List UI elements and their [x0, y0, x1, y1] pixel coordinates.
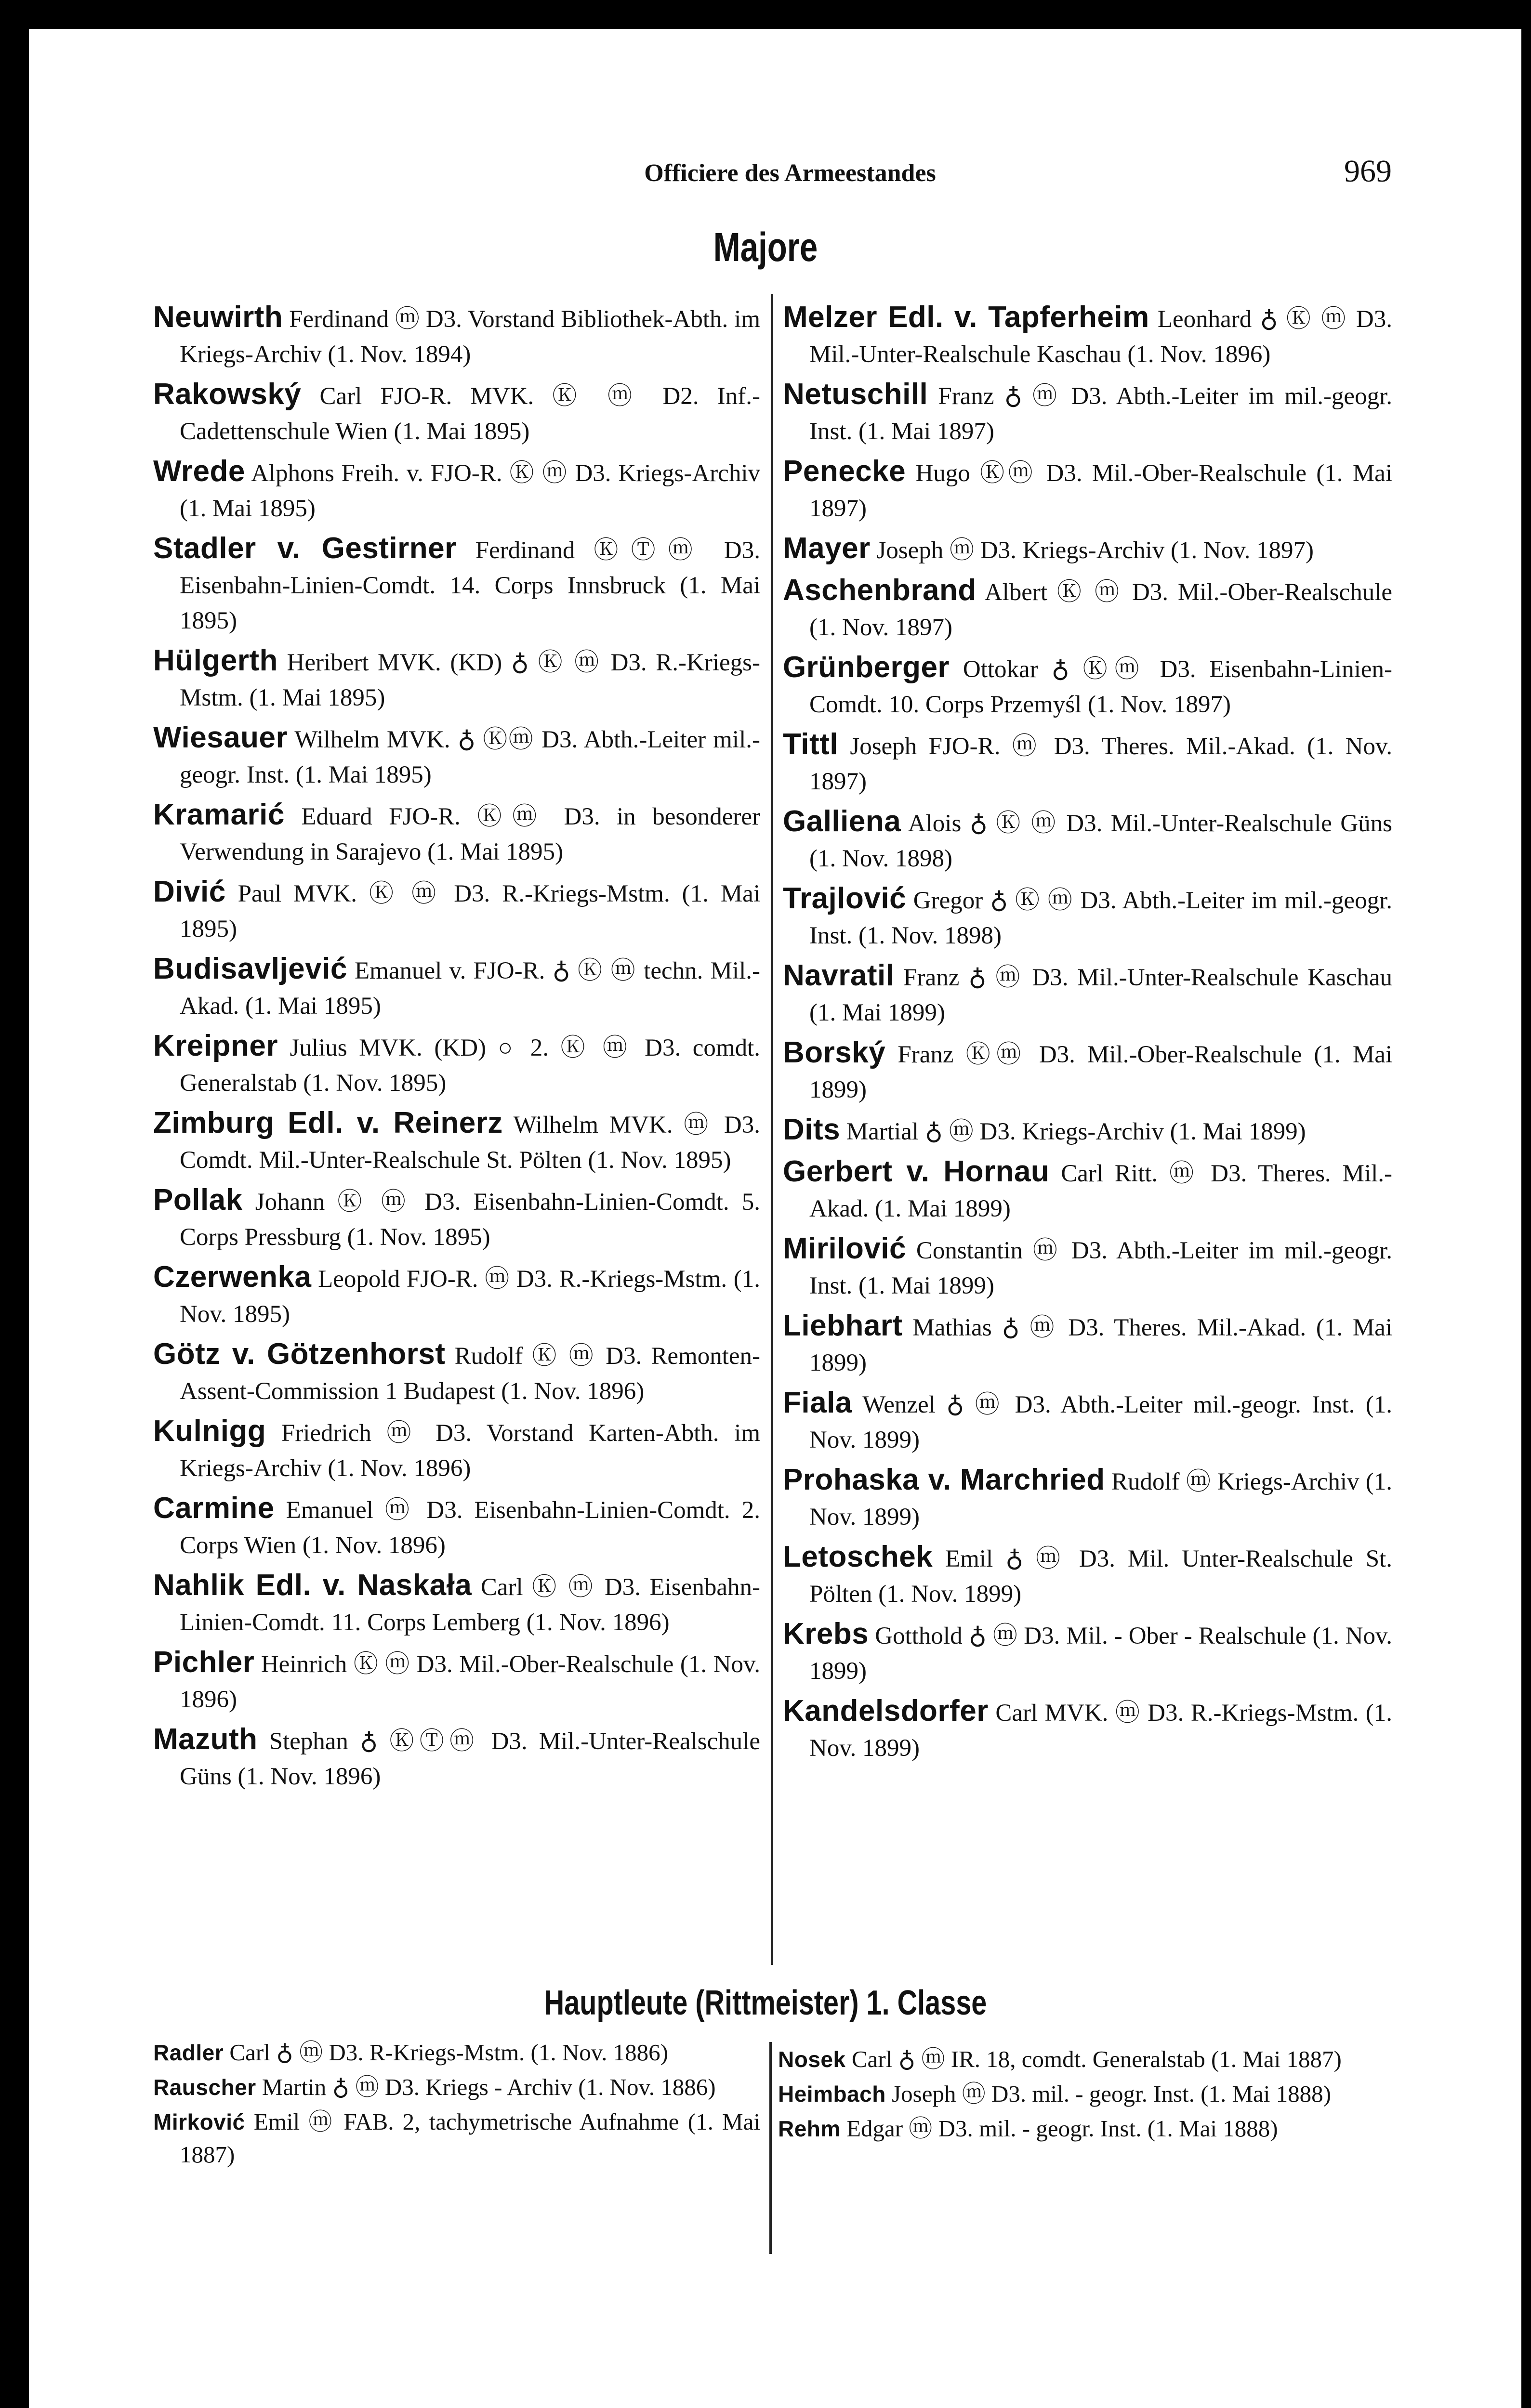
- officer-details: Gregor ♁ Ⓚ ⓜ D3. Abth.-Leiter im mil.-geogr. Inst. (1. Nov. 1898): [809, 887, 1392, 949]
- officer-name: Stadler v. Gestirner: [153, 532, 457, 565]
- roster-entry: [778, 2043, 1392, 2076]
- officer-details: Wilhelm MVK. ♁ Ⓚⓜ D3. Abth.-Leiter mil.-geogr. Inst. (1. Mai 1895): [180, 726, 760, 788]
- officer-name: Kulnigg: [153, 1414, 266, 1448]
- roster-entry: [153, 720, 760, 793]
- officer-name: Borský: [783, 1036, 886, 1069]
- officer-details: Paul MVK. Ⓚ ⓜ D3. R.-Kriegs-Mstm. (1. Mai 1895): [180, 880, 760, 942]
- officer-details: Alois ♁ Ⓚ ⓜ D3. Mil.-Unter-Realschule Güns (1. Nov. 1898): [809, 810, 1392, 872]
- officer-details: Carl ♁ ⓜ D3. R-Kriegs-Mstm. (1. Nov. 1886): [224, 2039, 668, 2066]
- officer-name: Pollak: [153, 1183, 243, 1217]
- officer-details: Joseph ⓜ D3. mil. - geogr. Inst. (1. Mai 1888): [885, 2081, 1331, 2107]
- officer-details: Alphons Freih. v. FJO-R. Ⓚ ⓜ D3. Kriegs-Archiv (1. Mai 1895): [180, 460, 760, 522]
- officer-details: Friedrich ⓜ D3. Vorstand Karten-Abth. im Kriegs-Archiv (1. Nov. 1896): [180, 1420, 760, 1482]
- officer-details: Heinrich Ⓚ ⓜ D3. Mil.-Ober-Realschule (1. Nov. 1896): [180, 1651, 760, 1713]
- officer-details: Mathias ♁ ⓜ D3. Theres. Mil.-Akad. (1. Mai 1899): [809, 1314, 1392, 1376]
- officer-name: Dits: [783, 1113, 841, 1146]
- roster-entry: [783, 1112, 1392, 1150]
- roster-entry: [153, 377, 760, 449]
- officer-name: Galliena: [783, 805, 901, 838]
- roster-entry: [153, 1491, 760, 1563]
- officer-name: Grünberger: [783, 651, 950, 684]
- officer-name: Nahlik Edl. v. Naskała: [153, 1569, 472, 1602]
- officer-details: Carl Ⓚ ⓜ D3. Eisenbahn-Linien-Comdt. 11. Corps Lemberg (1. Nov. 1896): [180, 1574, 760, 1636]
- officer-name: Mayer: [783, 532, 871, 565]
- roster-entry: [783, 1308, 1392, 1381]
- officer-details: Ottokar ♁ Ⓚⓜ D3. Eisenbahn-Linien-Comdt. 10. Corps Przemyśl (1. Nov. 1897): [809, 656, 1392, 718]
- officer-name: Rakowský: [153, 378, 302, 411]
- roster-entry: [153, 454, 760, 526]
- officer-details: Rudolf Ⓚ ⓜ D3. Remonten-Assent-Commission 1 Budapest (1. Nov. 1896): [180, 1343, 760, 1405]
- officer-name: Kandelsdorfer: [783, 1694, 989, 1727]
- officer-details: Wenzel ♁ ⓜ D3. Abth.-Leiter mil.-geogr. Inst. (1. Nov. 1899): [809, 1391, 1392, 1453]
- officer-name: Netuschill: [783, 378, 928, 411]
- roster-entry: [783, 531, 1392, 568]
- roster-entry: [783, 881, 1392, 954]
- officer-name: Penecke: [783, 455, 906, 488]
- roster-entry: [783, 804, 1392, 877]
- roster-entry: [153, 874, 760, 947]
- roster-entry: [783, 573, 1392, 645]
- roster-entry: [153, 531, 760, 639]
- officer-details: Franz ♁ ⓜ D3. Abth.-Leiter im mil.-geogr. Inst. (1. Mai 1897): [809, 383, 1392, 445]
- officer-name: Mirilović: [783, 1232, 907, 1265]
- roster-entry: [783, 958, 1392, 1031]
- running-head: Officiere des Armeestandes: [644, 159, 936, 187]
- officer-name: Rauscher: [153, 2075, 256, 2100]
- roster-entry: [153, 1105, 760, 1178]
- officer-details: Carl MVK. ⓜ D3. R.-Kriegs-Mstm. (1. Nov. 1899): [809, 1700, 1392, 1762]
- roster-entry: [783, 1616, 1392, 1689]
- page-number: 969: [1344, 154, 1392, 189]
- officer-name: Heimbach: [778, 2081, 886, 2107]
- majore-right-column: [783, 300, 1392, 1770]
- roster-entry: [153, 2071, 760, 2104]
- officer-details: Emil ⓜ FAB. 2, tachymetrische Aufnahme (1. Mai 1887): [180, 2108, 760, 2168]
- officer-name: Liebhart: [783, 1309, 903, 1342]
- officer-details: Ferdinand ⓀⓉⓜ D3. Eisenbahn-Linien-Comdt. 14. Corps Innsbruck (1. Mai 1895): [180, 537, 760, 634]
- roster-entry: [783, 300, 1392, 372]
- roster-entry: [153, 1568, 760, 1640]
- officer-name: Carmine: [153, 1492, 275, 1525]
- section-title-majore: Majore: [713, 224, 818, 270]
- officer-name: Nosek: [778, 2047, 846, 2072]
- roster-entry: [783, 1462, 1392, 1535]
- officer-name: Trajlović: [783, 882, 907, 915]
- roster-entry: [153, 951, 760, 1024]
- roster-entry: [153, 797, 760, 870]
- officer-name: Pichler: [153, 1646, 255, 1679]
- officer-name: Götz v. Götzenhorst: [153, 1337, 446, 1371]
- officer-details: Emanuel ⓜ D3. Eisenbahn-Linien-Comdt. 2. Corps Wien (1. Nov. 1896): [180, 1497, 760, 1559]
- officer-details: Leopold FJO-R. ⓜ D3. R.-Kriegs-Mstm. (1. Nov. 1895): [180, 1266, 760, 1328]
- roster-entry: [783, 1385, 1392, 1458]
- officer-name: Mazuth: [153, 1723, 258, 1756]
- roster-entry: [778, 2112, 1392, 2145]
- roster-entry: [783, 1231, 1392, 1304]
- officer-details: Wilhelm MVK. ⓜ D3. Comdt. Mil.-Unter-Realschule St. Pölten (1. Nov. 1895): [180, 1112, 760, 1174]
- roster-entry: [153, 643, 760, 716]
- officer-details: Constantin ⓜ D3. Abth.-Leiter im mil.-geogr. Inst. (1. Mai 1899): [809, 1237, 1392, 1299]
- officer-details: Martial ♁ ⓜ D3. Kriegs-Archiv (1. Mai 1899): [840, 1118, 1306, 1145]
- officer-name: Rehm: [778, 2116, 841, 2141]
- officer-name: Budisavljević: [153, 952, 347, 985]
- roster-entry: [153, 1645, 760, 1717]
- officer-details: Carl Ritt. ⓜ D3. Theres. Mil.-Akad. (1. Mai 1899): [809, 1160, 1392, 1222]
- roster-entry: [153, 300, 760, 372]
- roster-entry: [783, 1539, 1392, 1612]
- officer-details: Joseph ⓜ D3. Kriegs-Archiv (1. Nov. 1897): [870, 537, 1314, 564]
- roster-entry: [153, 1336, 760, 1409]
- officer-details: Emil ♁ ⓜ D3. Mil. Unter-Realschule St. Pölten (1. Nov. 1899): [809, 1545, 1392, 1608]
- roster-entry: [783, 1154, 1392, 1227]
- roster-entry: [153, 2106, 760, 2171]
- officer-details: Leonhard ♁ Ⓚ ⓜ D3. Mil.-Unter-Realschule Kaschau (1. Nov. 1896): [809, 306, 1392, 368]
- roster-entry: [153, 1259, 760, 1332]
- officer-name: Letoschek: [783, 1540, 933, 1573]
- officer-name: Kramarić: [153, 798, 285, 831]
- officer-details: Carl ♁ ⓜ IR. 18, comdt. Generalstab (1. Mai 1887): [845, 2046, 1342, 2072]
- officer-name: Melzer Edl. v. Tapferheim: [783, 301, 1149, 334]
- officer-name: Zimburg Edl. v. Reinerz: [153, 1106, 503, 1139]
- officer-name: Wrede: [153, 455, 245, 488]
- officer-details: Gotthold ♁ ⓜ D3. Mil. - Ober - Realschule (1. Nov. 1899): [809, 1623, 1392, 1685]
- roster-entry: [783, 454, 1392, 526]
- roster-entry: [153, 2036, 760, 2069]
- hauptleute-right-column: [778, 2043, 1392, 2147]
- officer-name: Radler: [153, 2040, 224, 2065]
- roster-entry: [153, 1028, 760, 1101]
- roster-entry: [783, 1693, 1392, 1766]
- officer-name: Krebs: [783, 1617, 869, 1650]
- officer-details: Franz ♁ ⓜ D3. Mil.-Unter-Realschule Kaschau (1. Mai 1899): [809, 964, 1392, 1026]
- officer-details: Heribert MVK. (KD) ♁ Ⓚ ⓜ D3. R.-Kriegs-Mstm. (1. Mai 1895): [180, 649, 760, 711]
- roster-entry: [153, 1413, 760, 1486]
- officer-name: Mirković: [153, 2109, 245, 2134]
- officer-details: Ferdinand ⓜ D3. Vorstand Bibliothek-Abth. im Kriegs-Archiv (1. Nov. 1894): [180, 306, 760, 368]
- officer-details: Eduard FJO-R. Ⓚⓜ D3. in besonderer Verwendung in Sarajevo (1. Mai 1895): [180, 803, 760, 865]
- roster-entry: [153, 1182, 760, 1255]
- officer-name: Tittl: [783, 728, 838, 761]
- officer-details: Stephan ♁ ⓀⓉⓜ D3. Mil.-Unter-Realschule Güns (1. Nov. 1896): [180, 1728, 760, 1790]
- officer-name: Divić: [153, 875, 226, 908]
- column-divider-hauptleute: [769, 2042, 772, 2254]
- officer-details: Emanuel v. FJO-R. ♁ Ⓚ ⓜ techn. Mil.-Akad. (1. Mai 1895): [180, 957, 760, 1020]
- hauptleute-left-column: [153, 2036, 760, 2173]
- officer-name: Gerbert v. Hornau: [783, 1155, 1050, 1188]
- officer-name: Aschenbrand: [783, 574, 977, 607]
- officer-details: Hugo Ⓚⓜ D3. Mil.-Ober-Realschule (1. Mai 1897): [809, 460, 1392, 522]
- officer-details: Johann Ⓚ ⓜ D3. Eisenbahn-Linien-Comdt. 5. Corps Pressburg (1. Nov. 1895): [180, 1189, 760, 1251]
- officer-details: Martin ♁ ⓜ D3. Kriegs - Archiv (1. Nov. 1886): [256, 2074, 716, 2100]
- officer-name: Czerwenka: [153, 1260, 312, 1294]
- officer-details: Albert Ⓚ ⓜ D3. Mil.-Ober-Realschule (1. Nov. 1897): [809, 579, 1392, 641]
- officer-details: Julius MVK. (KD) ○ 2. Ⓚ ⓜ D3. comdt. Generalstab (1. Nov. 1895): [180, 1034, 760, 1097]
- officer-name: Fiala: [783, 1386, 852, 1419]
- roster-entry: [783, 1035, 1392, 1108]
- roster-entry: [153, 1722, 760, 1794]
- officer-details: Franz Ⓚⓜ D3. Mil.-Ober-Realschule (1. Mai 1899): [809, 1041, 1392, 1103]
- officer-name: Navratil: [783, 959, 895, 992]
- officer-details: Edgar ⓜ D3. mil. - geogr. Inst. (1. Mai 1888): [840, 2115, 1278, 2142]
- officer-details: Rudolf ⓜ Kriegs-Archiv (1. Nov. 1899): [809, 1468, 1392, 1531]
- officer-details: Joseph FJO-R. ⓜ D3. Theres. Mil.-Akad. (1. Nov. 1897): [809, 733, 1392, 795]
- officer-name: Neuwirth: [153, 301, 283, 334]
- officer-name: Prohaska v. Marchried: [783, 1463, 1105, 1496]
- section-title-hauptleute: Hauptleute (Rittmeister) 1. Classe: [544, 1984, 987, 2022]
- roster-entry: [783, 377, 1392, 449]
- officer-name: Wiesauer: [153, 721, 288, 754]
- majore-left-column: [153, 300, 760, 1799]
- column-divider: [771, 294, 773, 1965]
- roster-entry: [778, 2078, 1392, 2110]
- roster-entry: [783, 650, 1392, 722]
- officer-name: Hülgerth: [153, 644, 278, 677]
- officer-name: Kreipner: [153, 1029, 278, 1062]
- officer-details: Carl FJO-R. MVK. Ⓚ ⓜ D2. Inf.-Cadettenschule Wien (1. Mai 1895): [180, 383, 760, 445]
- roster-entry: [783, 727, 1392, 799]
